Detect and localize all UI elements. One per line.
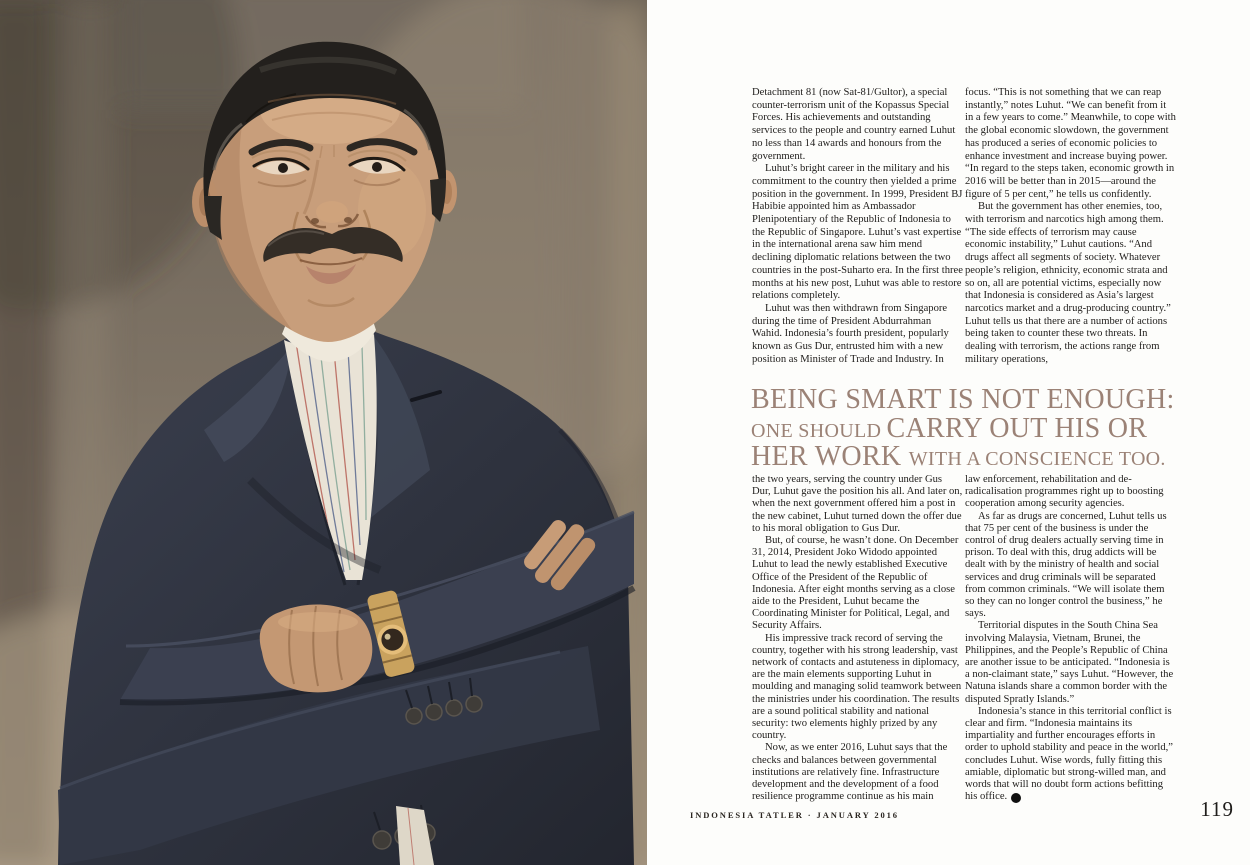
page-number: 119 — [1200, 797, 1234, 821]
paragraph: Now, as we enter 2016, Luhut says that the checks and balances between governmental institutions are relatively fine. Infrastructure development and the development of a food resilience programme continue as his main — [752, 742, 948, 803]
article-page — [647, 0, 1250, 865]
paragraph: law enforcement, rehabilitation and de-radicalisation programmes right up to boosting cooperation among security agencies. — [965, 474, 1164, 510]
paragraph: Territorial disputes in the South China Sea involving Malaysia, Vietnam, Brunei, the Philippines, and the People’s Republic of China are another issue to be anticipated. “Indonesia is a non-claimant state,” says Luhut. “However, the Natuna islands share a common border with the disputed Spratly Islands.” — [965, 620, 1174, 705]
paragraph: focus. “This is not something that we can reap instantly,” notes Luhut. “We can benefit from it in a few years to come.” Meanwhile, to cope with the global economic slowdown, the government has produced a series of economic policies to enhance investment and increase buying power. “In regard to the steps taken, economic growth in 2016 will be better than in 2015—around the figure of 5 per cent,” he tells us confidently. — [965, 87, 1176, 200]
paragraph: Luhut’s bright career in the military and his commitment to the country then yielded a prime position in the government. In 1999, President BJ Habibie appointed him as Ambassador Plenipotentiary of the Republic of Indonesia to the Republic of Singapore. Luhut’s vast expertise in the international arena saw him mend declining diplomatic relations between the two countries in the post-Suharto era. In the first three months at his new post, Luhut was able to restore relations completely. — [752, 163, 963, 302]
paragraph: Detachment 81 (now Sat-81/Gultor), a special counter-terrorism unit of the Kopassus Special Forces. His achievements and outstanding services to the people and country earned Luhut no less than 14 awards and honours from the government. — [752, 87, 956, 162]
pull-quote-segment: ONE SHOULD — [751, 419, 887, 442]
article-column-top-right — [965, 87, 1176, 387]
pull-quote-segment: BEING SMART IS NOT ENOUGH: — [751, 384, 1175, 415]
article-column-bottom-right — [965, 474, 1176, 805]
article-column-bottom-left — [752, 474, 963, 805]
paragraph: the two years, serving the country under Gus Dur, Luhut gave the position his all. And later on, when the next government offered him a post in the new cabinet, Luhut turned down the offer due to his moral obligation to Gus Dur. — [752, 474, 963, 534]
pull-quote-segment: WITH A CONSCIENCE TOO. — [908, 448, 1166, 470]
paragraph: Indonesia’s stance in this territorial conflict is clear and firm. “Indonesia maintains its impartiality and further encourages efforts in order to uphold stability and peace in the world,” concludes Luhut. Wise words, fully fitting this amiable, diplomatic but strong-willed man, and words that will no doubt form actions befitting his office. T — [965, 705, 1173, 803]
paragraph: But the government has other enemies, too, with terrorism and narcotics high among them. “The side effects of terrorism may cause economic instability,” Luhut cautions. “And drugs affect all segments of society. Whatever people’s religion, ethnicity, economic strata and so on, all are potential victims, especially now that Indonesia is considered as Asia’s largest narcotics market and a drug-producing country.” Luhut tells us that there are a number of actions being taken to counter these two threats. In dealing with terrorism, the actions range from military operations, — [965, 201, 1171, 365]
paragraph: As far as drugs are concerned, Luhut tells us that 75 per cent of the business is under the control of drug dealers actually serving time in prison. To deal with this, drug addicts will be dealt with by the ministry of health and social services and drug criminals will be separated from common criminals. “We will isolate them so they can no longer control the business,” he says. — [965, 510, 1167, 620]
article-end-mark-icon: T — [1011, 793, 1021, 803]
article-column-top-left — [752, 87, 963, 387]
pull-quote-segment: CARRY OUT HIS OR HER WORK — [751, 412, 1148, 472]
paragraph: Luhut was then withdrawn from Singapore during the time of President Abdurrahman Wahid. Indonesia’s fourth president, popularly known as Gus Dur, entrusted him with a new position as Minister of Trade and Industry. In — [752, 302, 949, 365]
footer-credit: INDONESIA TATLER · JANUARY 2016 — [690, 810, 899, 820]
paragraph: His impressive track record of serving the country, together with his strong leadership, vast network of contacts and astuteness in diplomacy, are the main elements supporting Luhut in moulding and managing solid teamwork between the ministries under his coordination. The results are a sound political stability and national security: two elements highly prized by any country. — [752, 632, 962, 742]
pull-quote — [751, 384, 1209, 474]
paragraph: But, of course, he wasn’t done. On December 31, 2014, President Joko Widodo appointed Luhut to lead the newly established Executive Office of the President of the Republic of Indonesia. After eight months serving as a close aide to the President, Luhut became the Coordinating Minister for Political, Legal, and Security Affairs. — [752, 535, 959, 632]
